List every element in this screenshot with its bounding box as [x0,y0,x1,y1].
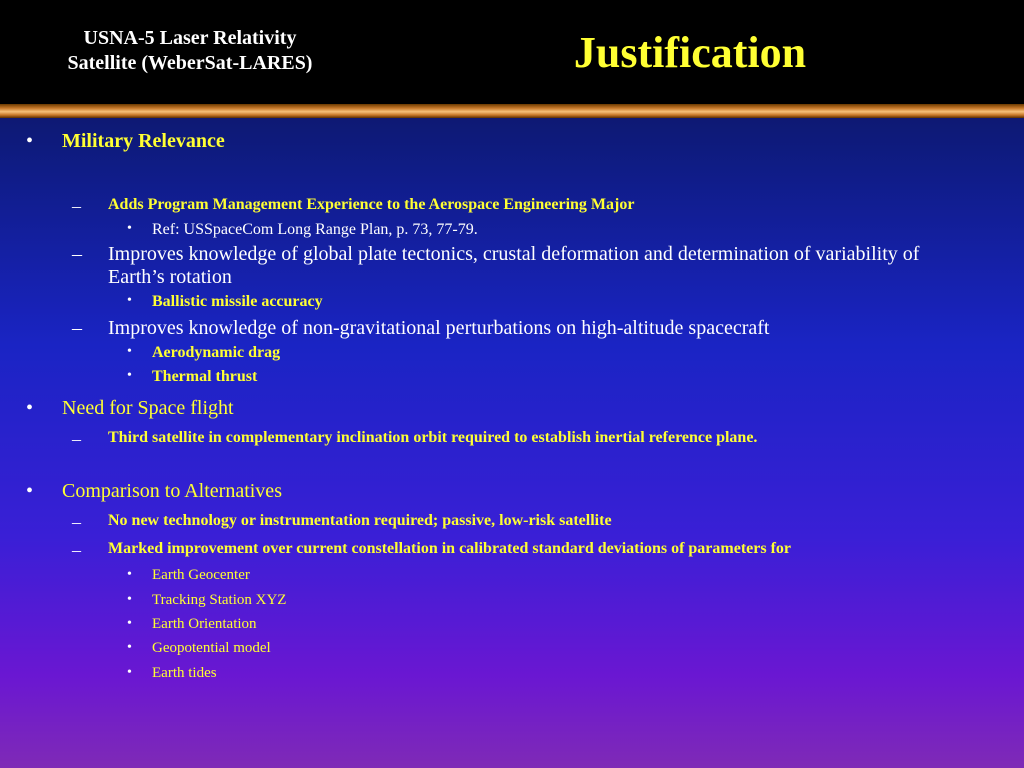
param-text: Geopotential model [152,640,271,656]
subsubbullet-text: Thermal thrust [152,368,258,385]
subsubbullet-text: Aerodynamic drag [152,344,281,361]
slide-title: Justification [573,28,807,77]
param-text: Earth tides [152,665,217,681]
subbullet-text: Third satellite in complementary inclination orbit required to establish inertial reference plane. [108,429,758,446]
dash-marker: – [72,540,81,560]
subbullet-text: Improves knowledge of non-gravitational perturbations on high-altitude spacecraft [108,317,770,339]
bullet-marker: • [127,567,132,582]
subbullet-text: Adds Program Management Experience to the Aerospace Engineering Major [108,196,635,213]
bullet-marker: • [127,221,132,236]
bullet-marker: • [26,480,34,502]
bullet-marker: • [127,293,132,308]
dash-marker: – [72,243,82,265]
bullet-marker: • [26,130,34,152]
subsubbullet-text: Ref: USSpaceCom Long Range Plan, p. 73, 77-79. [152,221,478,238]
dash-marker: – [72,196,81,216]
bullet-marker: • [26,397,34,419]
bullet-marker: • [127,344,132,359]
organization-title-line1: USNA-5 Laser Relativity [83,27,297,49]
bullet-marker: • [127,592,132,607]
dash-marker: – [72,429,81,449]
bullet-text: Comparison to Alternatives [62,480,282,502]
param-text: Earth Geocenter [152,567,250,583]
bullet-marker: • [127,368,132,383]
bullet-marker: • [127,616,132,631]
bullet-marker: • [127,640,132,655]
subbullet-text: Marked improvement over current constellation in calibrated standard deviations of parameters for [108,540,792,557]
bullet-marker: • [127,665,132,680]
dash-marker: – [72,512,81,532]
subbullet-text: No new technology or instrumentation required; passive, low-risk satellite [108,512,612,529]
dash-marker: – [72,317,82,339]
bullet-text: Need for Space flight [62,397,234,419]
bullet-text: Military Relevance [62,130,225,152]
organization-title-line2: Satellite (WeberSat-LARES) [67,52,313,74]
param-text: Earth Orientation [152,616,257,632]
param-text: Tracking Station XYZ [152,592,287,608]
subbullet-text: Improves knowledge of global plate tectonics, crustal deformation and determination of variability of Earth’s rotation [108,243,920,288]
subsubbullet-text: Ballistic missile accuracy [152,293,323,310]
